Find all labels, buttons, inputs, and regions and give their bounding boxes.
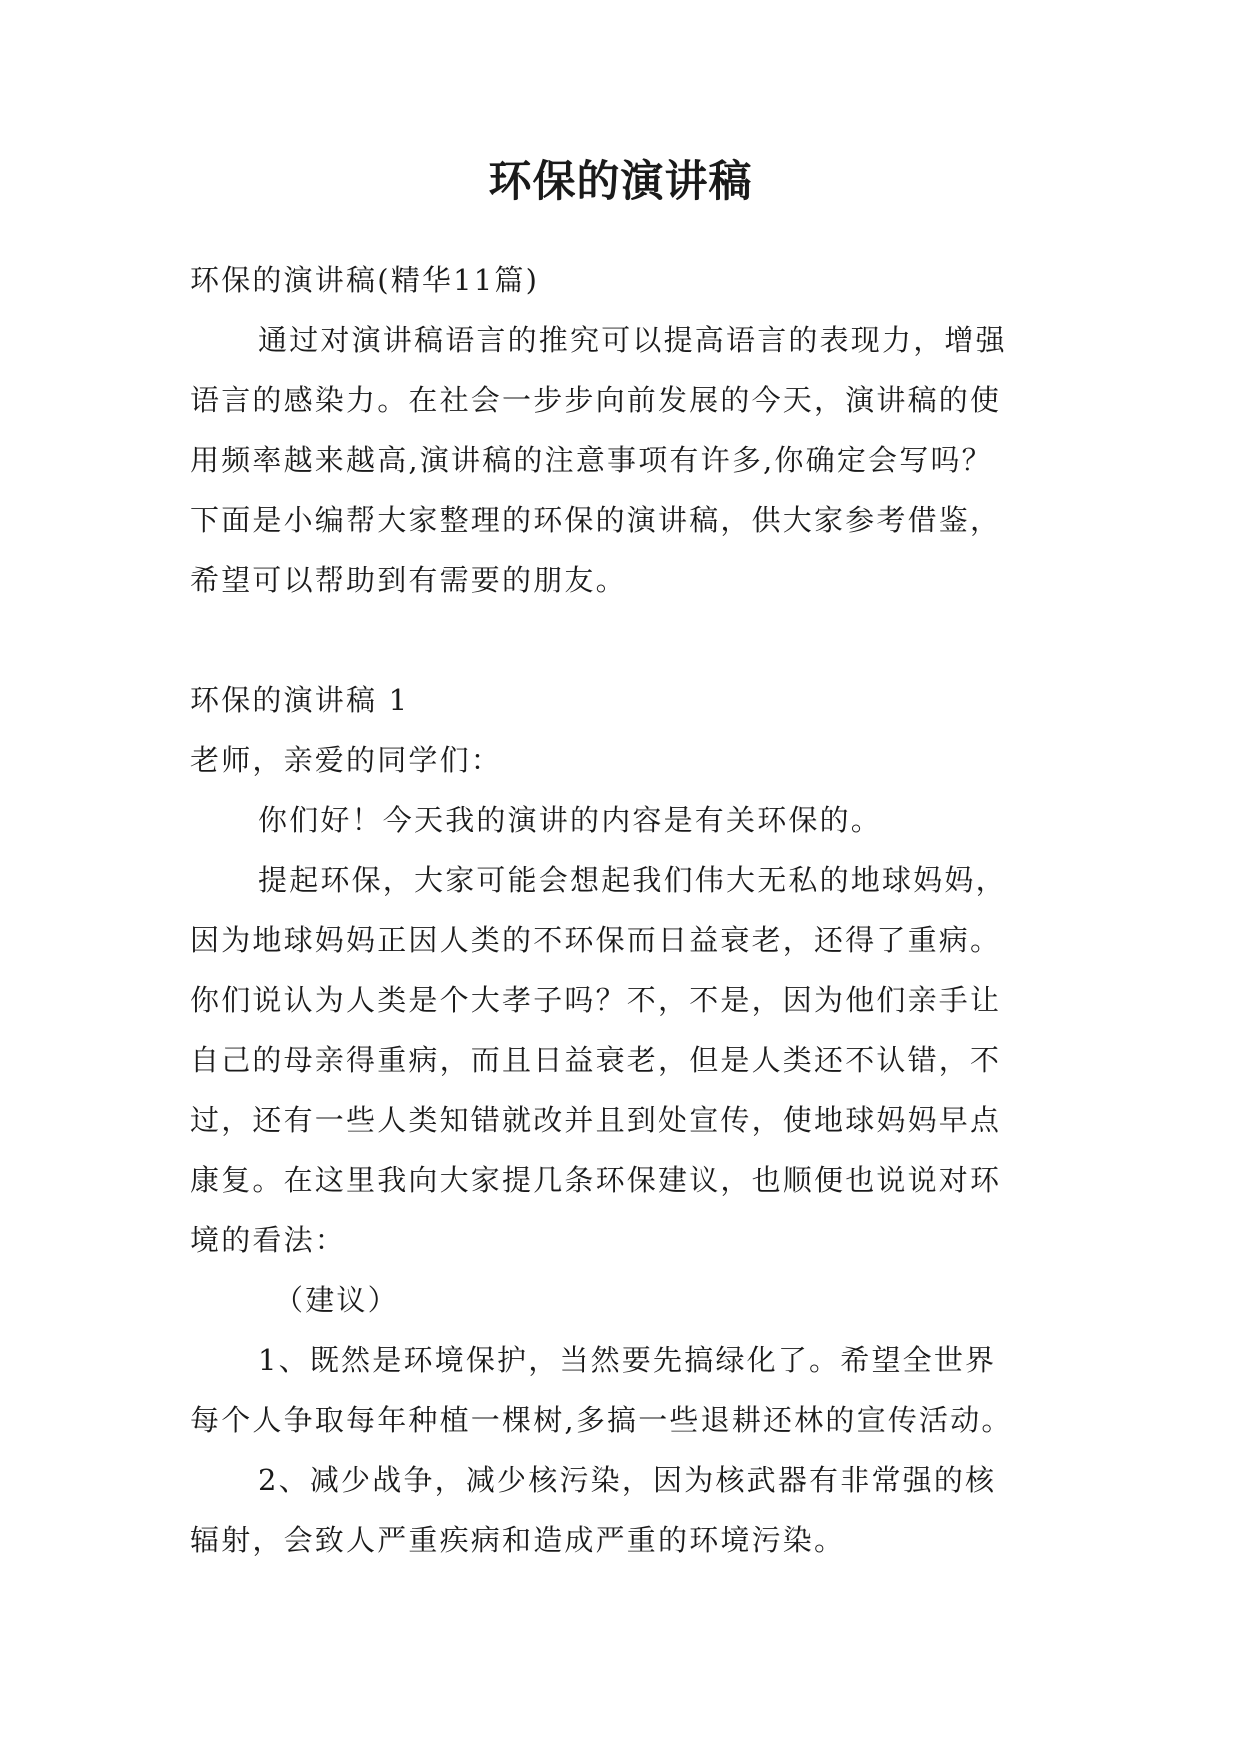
intro-line: 希望可以帮助到有需要的朋友。: [190, 563, 627, 597]
intro-line: 通过对演讲稿语言的推究可以提高语言的表现力，增强: [258, 323, 1007, 357]
suggestion-heading: （建议）: [274, 1283, 399, 1317]
section-heading: 环保的演讲稿 1: [190, 683, 410, 717]
document-title: 环保的演讲稿: [488, 157, 753, 207]
document-subtitle: 环保的演讲稿(精华11篇): [190, 263, 540, 297]
body-line: 自己的母亲得重病，而且日益衰老，但是人类还不认错，不: [190, 1043, 1002, 1077]
salutation: 老师，亲爱的同学们：: [190, 743, 503, 777]
suggestion-item-line: 每个人争取每年种植一棵树,多搞一些退耕还林的宣传活动。: [190, 1403, 1013, 1437]
body-line: 因为地球妈妈正因人类的不环保而日益衰老，还得了重病。: [190, 923, 1002, 957]
intro-line: 下面是小编帮大家整理的环保的演讲稿，供大家参考借鉴，: [190, 503, 1002, 537]
body-line: 提起环保，大家可能会想起我们伟大无私的地球妈妈，: [258, 863, 1007, 897]
intro-line: 用频率越来越高,演讲稿的注意事项有许多,你确定会写吗？: [190, 443, 993, 477]
body-line: 境的看法：: [190, 1223, 347, 1257]
suggestion-item-line: 2、减少战争，减少核污染，因为核武器有非常强的核: [258, 1463, 997, 1497]
body-line: 你们说认为人类是个大孝子吗？不，不是，因为他们亲手让: [190, 983, 1002, 1017]
intro-line: 语言的感染力。在社会一步步向前发展的今天，演讲稿的使: [190, 383, 1002, 417]
greeting: 你们好！今天我的演讲的内容是有关环保的。: [258, 803, 883, 837]
suggestion-item-line: 辐射，会致人严重疾病和造成严重的环境污染。: [190, 1523, 846, 1557]
body-line: 过，还有一些人类知错就改并且到处宣传，使地球妈妈早点: [190, 1103, 1002, 1137]
suggestion-item-line: 1、既然是环境保护，当然要先搞绿化了。希望全世界: [258, 1343, 997, 1377]
body-line: 康复。在这里我向大家提几条环保建议，也顺便也说说对环: [190, 1163, 1002, 1197]
